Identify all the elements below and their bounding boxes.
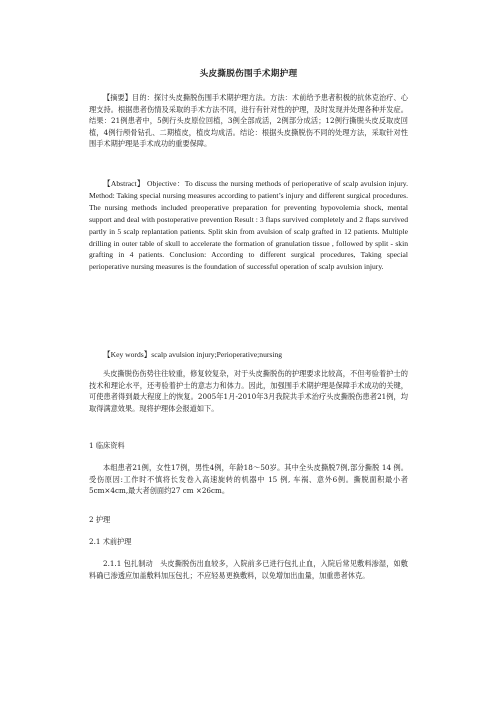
section-1-paragraph: 本组患者21例，女性17例，男性4例，年龄18～50岁。其中全头皮撕脱7例,部分撕脱 14 例。受伤原因:工作时不慎将长发卷入高速旋转的机器中 15 例, 车祸、意外6例。撕脱面积最小者5cm×4cm,最大者创面约27 cm ×26cm。 — [89, 463, 408, 496]
abstract-chinese: 【摘要】目的：探讨头皮撕脱伤围手术期护理方法。方法：术前给予患者积极的抗休克治疗、心理支持。根据患者伤情及采取的手术方法不同，进行有针对性的护理，及时发现并处理各种并发症。结果：21例患者中，5例行头皮原位回植，3例全部成活，2例部分成活；12例行撕脱头皮反取皮回植，4例行颅骨钻孔、二期植皮，植皮均成活。结论：根据头皮撕脱伤不同的处理方法，采取针对性围手术期护理是手术成功的重要保障。 — [89, 93, 408, 149]
introduction-paragraph: 头皮撕脱伤伤势往往较重，修复较复杂，对于头皮撕脱伤的护理要求比较高，不但考验着护士的技术和理论水平，还考验着护士的意志力和体力。因此，加强围手术期护理是保障手术成功的关键，可使患者得到最大程度上的恢复。2005年1月-2010年3月我院共手术治疗头皮撕脱伤患者21例，均取得满意效果。现将护理体会报道如下。 — [89, 369, 408, 413]
abstract-english: 【Abstract】 Objective：To discuss the nursing methods of perioperative of scalp avulsion injury. Method: Taking special nursing measures according to patient’s injury and different surgical procedures. The nursing methods included preoperative preparation for preventing hypovolemia shock, mental support and deal with postoperative prevention Result : 3 flaps survived completely and 2 flaps survived partly in 5 scalp replantation patients. Split skin from avulsion of scalp grafted in 12 patients. Multiple drilling in outer table of skull to accelerate the formation of granulation tissue , followed by split - skin grafting in 4 patients. Conclusion: According to different surgical procedures, Taking special perioperative nursing measures is the foundation of successful operation of scalp avulsion injury. — [89, 179, 408, 272]
section-2-heading: 2 护理 — [89, 515, 111, 524]
section-1-heading: 1 临床资料 — [89, 441, 125, 450]
section-2-1-heading: 2.1 术前护理 — [89, 537, 132, 546]
section-2-1-1-paragraph: 2.1.1 包扎制动 头皮撕脱伤出血较多，入院前多已进行包扎止血，入院后常见敷料渗湿，如敷料确已渗透应加盖敷料加压包扎；不应轻易更换敷料，以免增加出血量，加重患者休克。 — [89, 559, 408, 580]
document-title: 头皮撕脱伤围手术期护理 — [199, 69, 298, 79]
keywords: 【Key words】scalp avulsion injury;Perioperative;nursing — [103, 350, 283, 359]
